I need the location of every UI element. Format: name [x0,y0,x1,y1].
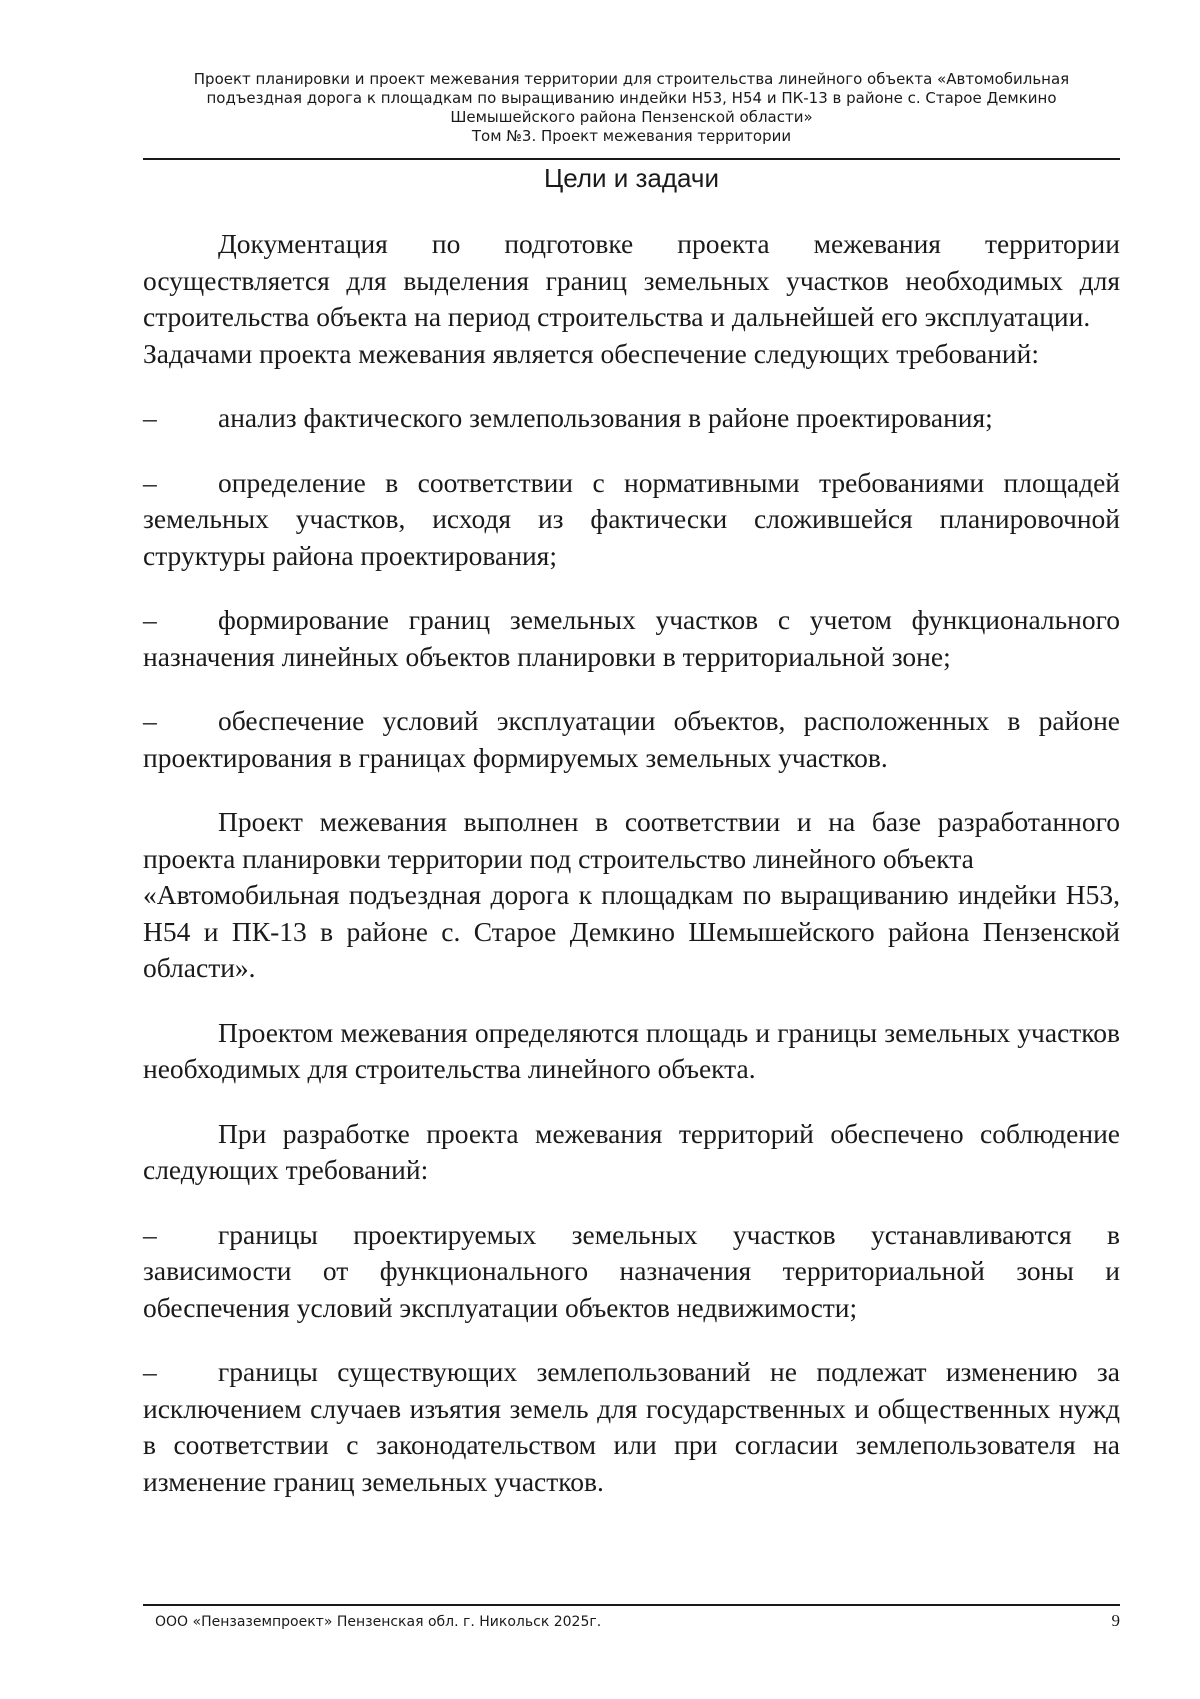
section-title: Цели и задачи [543,163,719,193]
list-dash: – [143,1356,157,1387]
list-dash: – [143,1218,157,1250]
list-item-text: границы существующих землепользований не подлежат изменению за исключением случаев изъятия земель для государственных и общественных нужд в соответствии с законодательством или при согласии землепользователя на изменение границ земельных участков. [143,1356,1120,1497]
header-line-3: Шемышейского района Пензенской области» [450,108,813,126]
header-line-4: Том №3. Проект межевания территории [471,127,792,145]
list-item [143,602,1120,675]
header-divider [143,158,1120,160]
list-item [143,703,1120,776]
paragraph-intro: Документация по подготовке проекта межевания территории осуществляется для выделения границ земельных участков необходимых для строительства объекта на период строительства и дальнейшей его эксплуатации. [143,228,1120,332]
paragraph-basis-part-2: «Автомобильная подъездная дорога к площадкам по выращиванию индейки Н53, Н54 и ПК-13 в районе с. Старое Демкино Шемышейского района Пензенской области». [143,879,1120,983]
list-item [143,465,1120,575]
list-item-text: границы проектируемых земельных участков устанавливаются в зависимости от функционального назначения территориальной зоны и обеспечения условий эксплуатации объектов недвижимости; [143,1218,1120,1323]
footer-company: ООО «Пензаземпроект» Пензенская обл. г. Никольск 2025г. [155,1614,602,1630]
list-item-text: формирование границ земельных участков с учетом функционального назначения линейных объектов планировки в территориальной зоне; [143,604,1120,672]
list-dash: – [143,402,157,433]
list-item [143,400,1120,437]
page-header [143,70,1120,146]
paragraph-basis-part-1: Проект межевания выполнен в соответствии и на базе разработанного проекта планировки территории под строительство линейного объекта [143,806,1120,874]
paragraph-requirements-lead: При разработке проекта межевания территорий обеспечено соблюдение следующих требований: [143,1117,1120,1185]
list-item [143,1217,1120,1327]
paragraph-basis [143,804,1120,987]
paragraph-scope: Проектом межевания определяются площадь и границы земельных участков необходимых для строительства линейного объекта. [143,1016,1120,1084]
list-dash: – [143,466,157,498]
list-item-text: обеспечение условий эксплуатации объектов, расположенных в районе проектирования в границах формируемых земельных участков. [143,705,1120,773]
list-item-text: анализ фактического землепользования в районе проектирования; [218,402,993,433]
list-item [143,1354,1120,1500]
list-dash: – [143,705,157,736]
page-number: 9 [1111,1611,1120,1630]
footer-divider [143,1604,1120,1606]
document-body [143,226,1120,1528]
list-item-text: определение в соответствии с нормативными требованиями площадей земельных участков, исходя из фактически сложившейся планировочной структуры района проектирования; [143,466,1120,571]
paragraph-tasks-lead: Задачами проекта межевания является обеспечение следующих требований: [143,337,1039,369]
list-dash: – [143,604,157,635]
header-line-2: подъездная дорога к площадкам по выращиванию индейки Н53, Н54 и ПК-13 в районе с. Старое Демкино [206,89,1057,107]
header-line-1: Проект планировки и проект межевания территории для строительства линейного объекта «Автомобильная [193,70,1070,88]
